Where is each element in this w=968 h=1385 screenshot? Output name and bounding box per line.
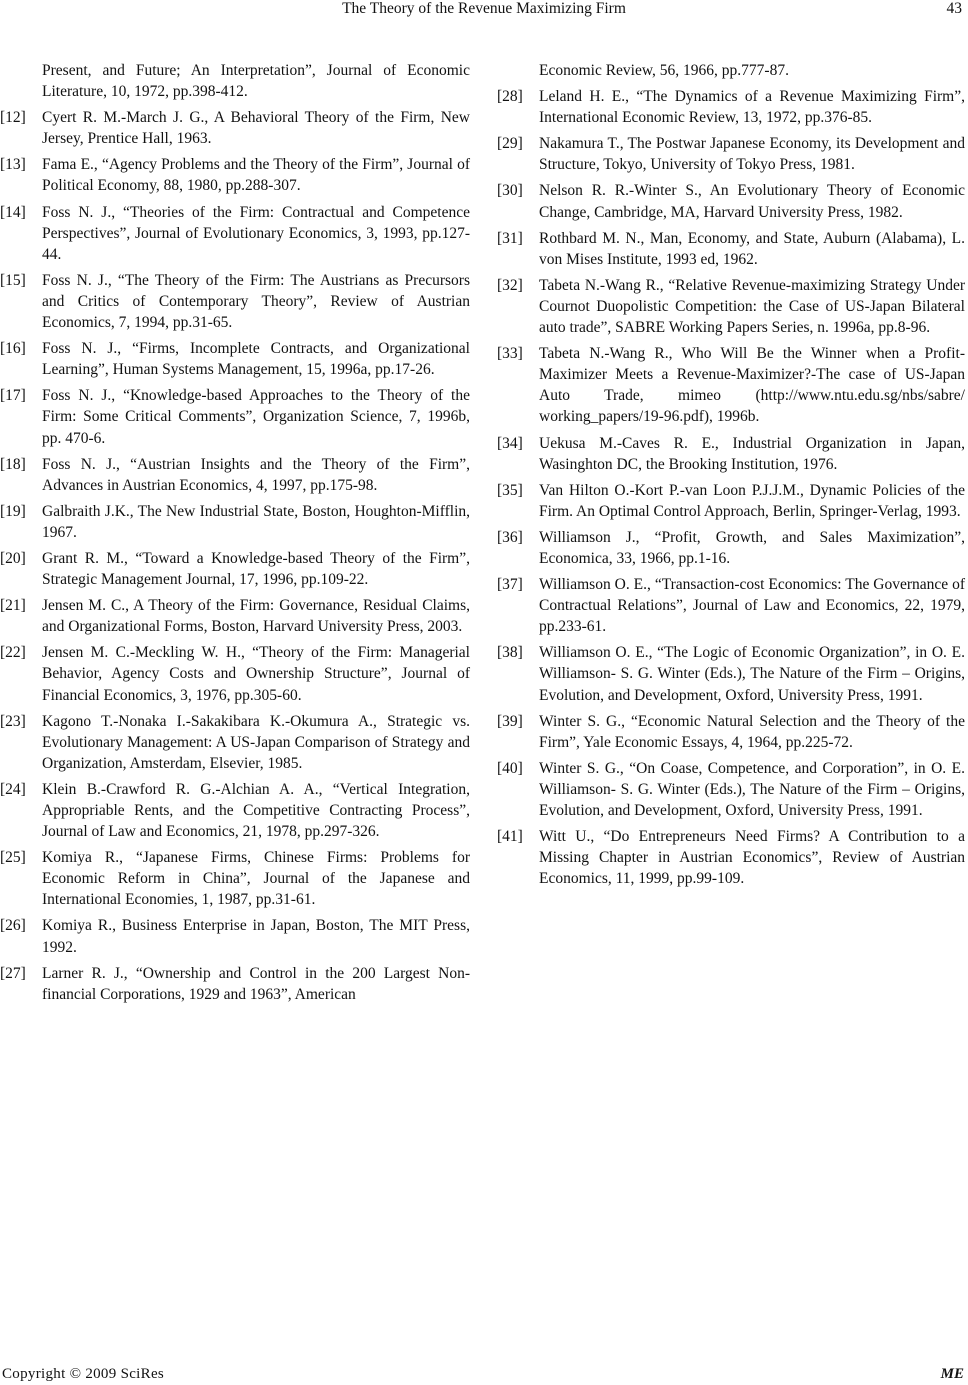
reference-text: Klein B.-Crawford R. G.-Alchian A. A., “Vertical Integration, Appropriable Rents, and the Competitive Contracting Process”, Journal of Law and Economics, 21, 1978, pp.297-326. xyxy=(42,780,470,841)
reference-number: [39] xyxy=(497,712,523,730)
reference-number: [28] xyxy=(497,88,523,106)
reference-entry xyxy=(497,343,965,427)
reference-number: [40] xyxy=(497,759,523,777)
reference-text: Present, and Future; An Interpretation”, Journal of Economic Literature, 10, 1972, pp.398-412. xyxy=(42,62,470,101)
reference-text: Economic Review, 56, 1966, pp.777-87. xyxy=(539,62,789,79)
reference-entry xyxy=(0,385,470,448)
reference-text: Williamson O. E., “The Logic of Economic Organization”, in O. E. Williamson- S. G. Winter (Eds.), The Nature of the Firm – Origins, Evolution, and Development, Oxford, University Press, 1991. xyxy=(539,644,965,704)
journal-abbreviation: ME xyxy=(940,1366,964,1382)
copyright-notice: Copyright © 2009 SciRes xyxy=(2,1366,165,1382)
reference-text: Leland H. E., “The Dynamics of a Revenue Maximizing Firm”, International Economic Review, 13, 1972, pp.376-85. xyxy=(539,88,965,127)
reference-entry xyxy=(0,915,470,957)
reference-text: Komiya R., “Japanese Firms, Chinese Firms: Problems for Economic Reform in China”, Journal of the Japanese and International Economies, 1, 1987, pp.31-61. xyxy=(42,849,470,909)
reference-entry xyxy=(0,154,470,196)
reference-number: [21] xyxy=(0,597,26,615)
reference-entry xyxy=(0,338,470,380)
reference-text: Van Hilton O.-Kort P.-van Loon P.J.J.M., Dynamic Policies of the Firm. An Optimal Control Approach, Berlin, Springer-Verlag, 1993. xyxy=(539,481,965,520)
reference-text: Tabeta N.-Wang R., “Relative Revenue-maximizing Strategy Under Cournot Duopolistic Competition: the Case of US-Japan Bilateral auto trade”, SABRE Working Papers Series, n. 1996a, pp.8-96. xyxy=(539,276,965,337)
reference-entry xyxy=(497,711,965,753)
references-right-column xyxy=(497,60,965,894)
reference-entry xyxy=(0,454,470,496)
reference-number: [23] xyxy=(0,712,26,730)
reference-text: Williamson J., “Profit, Growth, and Sales Maximization”, Economica, 33, 1966, pp.1-16. xyxy=(539,528,965,567)
reference-number: [35] xyxy=(497,481,523,499)
reference-entry xyxy=(0,107,470,149)
reference-text: Foss N. J., “Firms, Incomplete Contracts, and Organizational Learning”, Human Systems Management, 15, 1996a, pp.17-26. xyxy=(42,340,470,379)
running-title: The Theory of the Revenue Maximizing Firm xyxy=(342,0,626,17)
reference-text: Foss N. J., “Austrian Insights and the Theory of the Firm”, Advances in Austrian Economics, 4, 1997, pp.175-98. xyxy=(42,455,470,494)
reference-number: [27] xyxy=(0,964,26,982)
reference-number: [38] xyxy=(497,644,523,662)
reference-entry xyxy=(497,86,965,128)
reference-entry xyxy=(497,642,965,705)
reference-number: [22] xyxy=(0,644,26,662)
reference-text: Komiya R., Business Enterprise in Japan, Boston, The MIT Press, 1992. xyxy=(42,917,470,956)
reference-entry xyxy=(0,501,470,543)
reference-entry xyxy=(0,548,470,590)
references-left-column xyxy=(0,60,470,1010)
reference-text: Foss N. J., “Knowledge-based Approaches to the Theory of the Firm: Some Critical Comments”, Organization Science, 7, 1996b, pp. 470-6. xyxy=(42,387,470,447)
reference-entry xyxy=(497,433,965,475)
reference-number: [17] xyxy=(0,387,26,405)
reference-text: Cyert R. M.-March J. G., A Behavioral Theory of the Firm, New Jersey, Prentice Hall, 1963. xyxy=(42,109,470,148)
reference-text: Rothbard M. N., Man, Economy, and State, Auburn (Alabama), L. von Mises Institute, 1993 ed, 1962. xyxy=(539,229,965,268)
reference-text: Jensen M. C., A Theory of the Firm: Governance, Residual Claims, and Organizational Forms, Boston, Harvard University Press, 2003. xyxy=(42,597,470,636)
reference-entry xyxy=(497,275,965,338)
reference-entry xyxy=(0,847,470,910)
reference-entry xyxy=(497,60,965,81)
reference-entry xyxy=(0,202,470,265)
reference-text: Uekusa M.-Caves R. E., Industrial Organization in Japan, Wasinghton DC, the Brooking Institution, 1976. xyxy=(539,434,965,473)
reference-entry xyxy=(0,711,470,774)
reference-entry xyxy=(497,133,965,175)
reference-entry xyxy=(0,60,470,102)
reference-number: [20] xyxy=(0,549,26,567)
reference-number: [33] xyxy=(497,345,523,363)
reference-text: Winter S. G., “Economic Natural Selection and the Theory of the Firm”, Yale Economic Essays, 4, 1964, pp.225-72. xyxy=(539,712,965,751)
reference-number: [16] xyxy=(0,340,26,358)
reference-number: [29] xyxy=(497,135,523,153)
reference-entry xyxy=(497,180,965,222)
reference-entry xyxy=(497,228,965,270)
reference-entry xyxy=(0,779,470,842)
reference-text: Nelson R. R.-Winter S., An Evolutionary Theory of Economic Change, Cambridge, MA, Harvard University Press, 1982. xyxy=(539,182,965,221)
reference-number: [25] xyxy=(0,849,26,867)
reference-number: [13] xyxy=(0,156,26,174)
reference-number: [14] xyxy=(0,203,26,221)
reference-text: Witt U., “Do Entrepreneurs Need Firms? A Contribution to a Missing Chapter in Austrian Economics”, Review of Austrian Economics, 11, 1999, pp.99-109. xyxy=(539,828,965,888)
reference-entry xyxy=(0,642,470,705)
reference-number: [37] xyxy=(497,576,523,594)
reference-number: [30] xyxy=(497,182,523,200)
reference-entry xyxy=(0,963,470,1005)
reference-text: Foss N. J., “The Theory of the Firm: The Austrians as Precursors and Critics of Contemporary Theory”, Review of Austrian Economics, 7, 1994, pp.31-65. xyxy=(42,271,470,332)
reference-entry xyxy=(0,270,470,333)
reference-entry xyxy=(497,826,965,889)
reference-entry xyxy=(497,527,965,569)
reference-number: [41] xyxy=(497,828,523,846)
reference-number: [12] xyxy=(0,109,26,127)
reference-entry xyxy=(497,574,965,637)
reference-entry xyxy=(497,480,965,522)
running-header xyxy=(0,0,968,24)
reference-number: [32] xyxy=(497,276,523,294)
reference-text: Grant R. M., “Toward a Knowledge-based Theory of the Firm”, Strategic Management Journal, 17, 1996, pp.109-22. xyxy=(42,549,470,589)
reference-number: [18] xyxy=(0,455,26,473)
page-number: 43 xyxy=(946,0,962,17)
reference-text: Kagono T.-Nonaka I.-Sakakibara K.-Okumura A., Strategic vs. Evolutionary Management: A US-Japan Comparison of Strategy and Organization, Amsterdam, Elsevier, 1985. xyxy=(42,712,470,772)
reference-number: [34] xyxy=(497,434,523,452)
reference-text: Foss N. J., “Theories of the Firm: Contractual and Competence Perspectives”, Journal of Evolutionary Economics, 3, 1993, pp.127-44. xyxy=(42,203,470,263)
reference-text: Winter S. G., “On Coase, Competence, and Corporation”, in O. E. Williamson- S. G. Winter (Eds.), The Nature of the Firm – Origins, Evolution, and Development, Oxford, University Press, 1991. xyxy=(539,759,965,819)
reference-number: [19] xyxy=(0,502,26,520)
reference-number: [15] xyxy=(0,271,26,289)
reference-entry xyxy=(497,758,965,821)
reference-number: [31] xyxy=(497,229,523,247)
reference-text: Tabeta N.-Wang R., Who Will Be the Winner when a Profit-Maximizer Meets a Revenue-Maximizer?-The case of US-Japan Auto Trade, mimeo (http://www.ntu.edu.sg/nbs/sabre/ working_papers/19-96.pdf), 1996b. xyxy=(539,345,965,426)
reference-entry xyxy=(0,595,470,637)
reference-text: Jensen M. C.-Meckling W. H., “Theory of the Firm: Managerial Behavior, Agency Costs and Ownership Structure”, Journal of Financial Economics, 3, 1976, pp.305-60. xyxy=(42,644,470,704)
reference-text: Fama E., “Agency Problems and the Theory of the Firm”, Journal of Political Economy, 88, 1980, pp.288-307. xyxy=(42,156,470,195)
reference-number: [36] xyxy=(497,528,523,546)
reference-number: [24] xyxy=(0,780,26,798)
reference-text: Larner R. J., “Ownership and Control in the 200 Largest Non-financial Corporations, 1929 and 1963”, American xyxy=(42,964,470,1003)
page-footer xyxy=(0,1365,968,1385)
reference-text: Galbraith J.K., The New Industrial State, Boston, Houghton-Mifflin, 1967. xyxy=(42,502,470,541)
reference-text: Nakamura T., The Postwar Japanese Economy, its Development and Structure, Tokyo, University of Tokyo Press, 1981. xyxy=(539,135,965,174)
reference-text: Williamson O. E., “Transaction-cost Economics: The Governance of Contractual Relations”, Journal of Law and Economics, 22, 1979, pp.233-61. xyxy=(539,576,965,636)
reference-number: [26] xyxy=(0,917,26,935)
